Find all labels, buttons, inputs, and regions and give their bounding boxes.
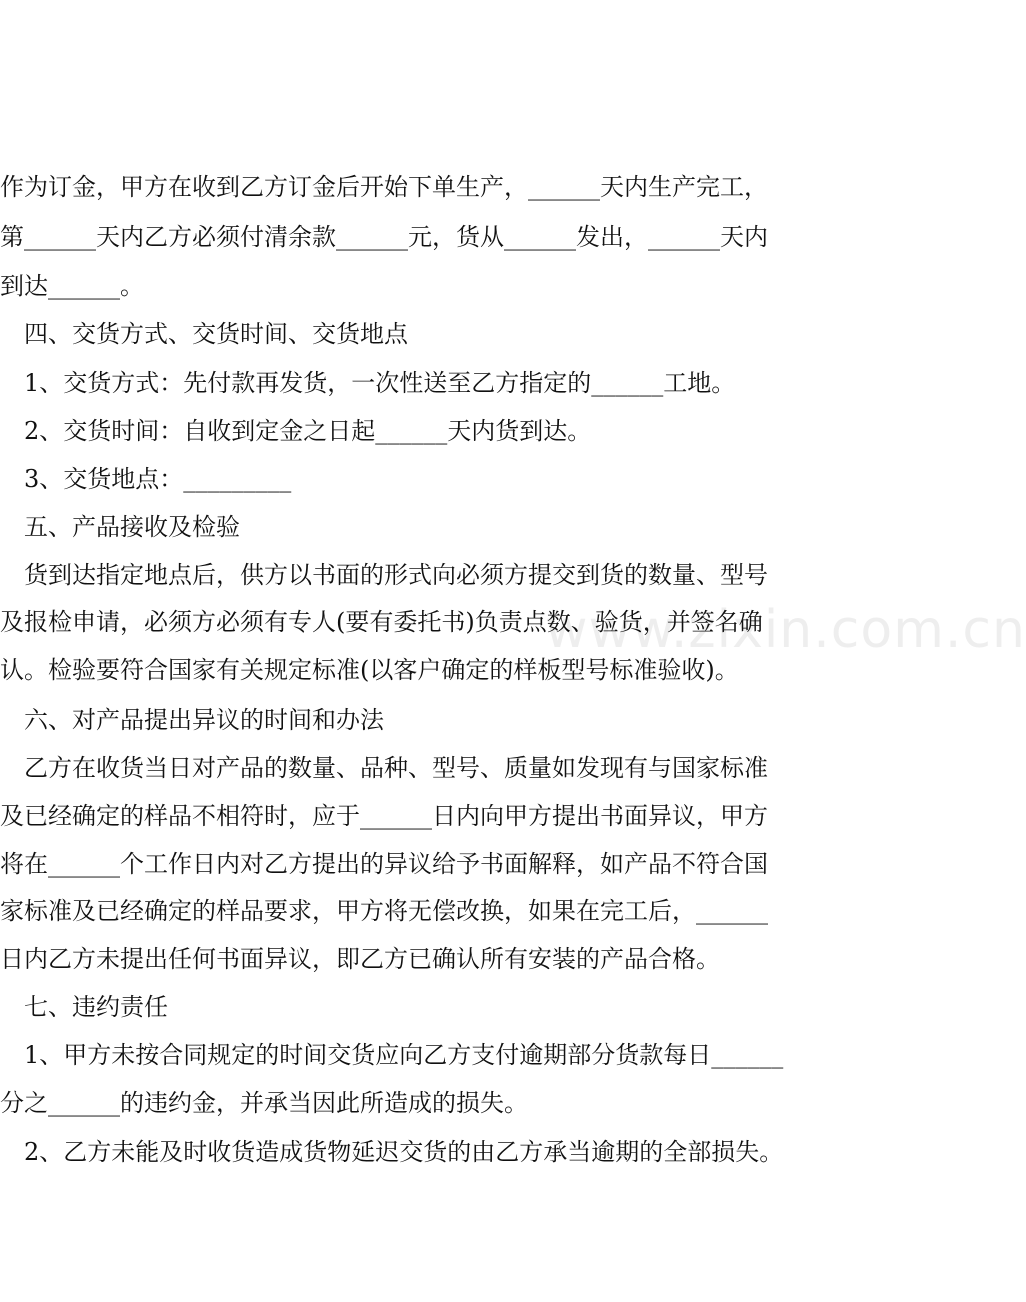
watermark: www.zixin.com.cn bbox=[545, 600, 1026, 660]
section-heading: 四、交货方式、交货时间、交货地点 bbox=[0, 320, 408, 348]
paragraph-line: 乙方在收货当日对产品的数量、品种、型号、质量如发现有与国家标准 bbox=[0, 754, 768, 782]
paragraph-line: 日内乙方未提出任何书面异议，即乙方已确认所有安装的产品合格。 bbox=[0, 945, 720, 973]
paragraph-line: 认。检验要符合国家有关规定标准(以客户确定的样板型号标准验收)。 bbox=[0, 656, 739, 684]
paragraph-line: 及已经确定的样品不相符时，应于______日内向甲方提出书面异议，甲方 bbox=[0, 802, 768, 830]
section-heading: 五、产品接收及检验 bbox=[0, 513, 240, 541]
paragraph-line: 作为订金，甲方在收到乙方订金后开始下单生产，______天内生产完工， bbox=[0, 173, 768, 201]
paragraph-line: 到达______。 bbox=[0, 272, 144, 300]
paragraph-line: 1、甲方未按合同规定的时间交货应向乙方支付逾期部分货款每日______ bbox=[0, 1041, 784, 1069]
paragraph-line: 分之______的违约金，并承当因此所造成的损失。 bbox=[0, 1089, 528, 1117]
paragraph-line: 2、乙方未能及时收货造成货物延迟交货的由乙方承当逾期的全部损失。 bbox=[0, 1138, 784, 1166]
paragraph-line: 货到达指定地点后，供方以书面的形式向必须方提交到货的数量、型号 bbox=[0, 561, 768, 589]
paragraph-line: 家标准及已经确定的样品要求，甲方将无偿改换，如果在完工后，______ bbox=[0, 897, 768, 925]
paragraph-line: 将在______个工作日内对乙方提出的异议给予书面解释，如产品不符合国 bbox=[0, 850, 768, 878]
paragraph-line: 1、交货方式：先付款再发货，一次性送至乙方指定的______工地。 bbox=[0, 369, 736, 397]
paragraph-line: 3、交货地点：_________ bbox=[0, 465, 292, 493]
paragraph-line: 2、交货时间：自收到定金之日起______天内货到达。 bbox=[0, 417, 592, 445]
paragraph-line: 第______天内乙方必须付清余款______元，货从______发出，______天内 bbox=[0, 223, 768, 251]
paragraph-line: 及报检申请，必须方必须有专人(要有委托书)负责点数、验货，并签名确 bbox=[0, 608, 763, 636]
section-heading: 七、违约责任 bbox=[0, 993, 168, 1021]
section-heading: 六、对产品提出异议的时间和办法 bbox=[0, 706, 384, 734]
